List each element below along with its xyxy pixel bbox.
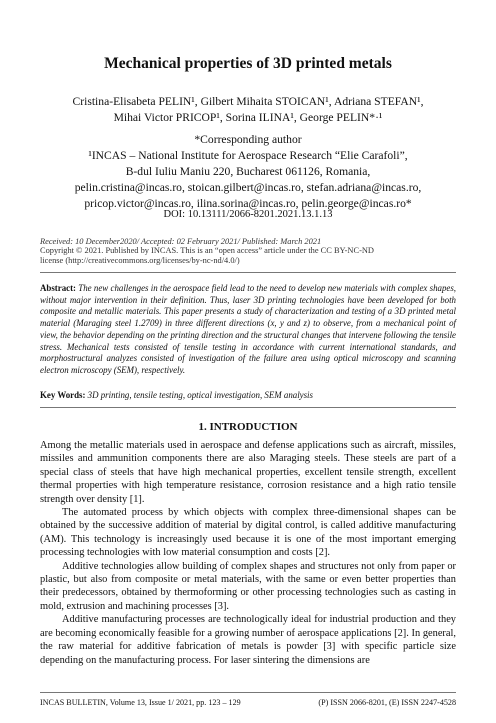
page-footer [40,698,456,707]
author-list [40,94,456,126]
paragraph: Additive technologies allow building of complex shapes and structures not only from paper or plastic, but also from composite or metal materials, with the same or even better properties than their predecessors, obtained by thermoforming or other processing technologies such as casting in mold, extrusion and machining processes [3]. [40,560,456,612]
section-heading: 1. INTRODUCTION [198,421,298,433]
email-line: pricop.victor@incas.ro, ilina.sorina@incas.ro, pelin.george@incas.ro* [84,197,412,210]
keywords [40,390,456,400]
received-dates: Received: 10 December2020/ Accepted: 02 February 2021/ Published: March 2021 [40,237,322,246]
keywords-text: 3D printing, tensile testing, optical investigation, SEM analysis [87,390,313,400]
affiliation-line: ¹INCAS – National Institute for Aerospace Research “Elie Carafoli”, [88,149,408,162]
footer-divider [40,692,456,693]
authors-line: Cristina-Elisabeta PELIN¹, Gilbert Mihaita STOICAN¹, Adriana STEFAN¹, [72,95,424,108]
copyright-notice [40,246,456,266]
paragraph: Additive manufacturing processes are technologically ideal for industrial production and they are becoming economically feasible for a growing number of aerospace applications [2]. In general, the raw material for additive fabrication of metals is powder [3] with specific particle size depending on the manufacturing process. For laser sintering the dimensions are [40,614,456,666]
doi: DOI: 10.13111/2066-8201.2021.13.1.13 [163,209,333,220]
abstract-label: Abstract: [40,283,76,293]
paragraph: The automated process by which objects with complex three-dimensional shapes can be obtained by the successive addition of material by digital control, is called additive manufacturing (AM). This technology is increasingly used because it is one of the most important emerging processing technologies with low material consumption and costs [2]. [40,507,456,559]
corresponding-author-note: *Corresponding author [194,133,302,146]
divider [40,272,456,273]
keywords-label: Key Words: [40,390,86,400]
correspondence-block [30,132,466,212]
copyright-line: Copyright © 2021. Published by INCAS. This is an “open access” article under the CC BY-NC-ND [40,246,374,255]
journal-citation: INCAS BULLETIN, Volume 13, Issue 1/ 2021, pp. 123 – 129 [40,698,241,707]
issn: (P) ISSN 2066-8201, (E) ISSN 2247-4528 [318,698,456,707]
paper-title: Mechanical properties of 3D printed metals [104,55,392,72]
divider [40,407,456,408]
license-link[interactable]: license (http://creativecommons.org/licenses/by-nc-nd/4.0/) [40,256,240,265]
email-line: pelin.cristina@incas.ro, stoican.gilbert@incas.ro, stefan.adriana@incas.ro, [74,181,422,194]
abstract [40,283,456,377]
authors-line: Mihai Victor PRICOP¹, Sorina ILINA¹, George PELIN*·¹ [113,111,383,124]
abstract-text: The new challenges in the aerospace field lead to the need to develop new materials with complex shapes, without major intervention in their definition. Thus, laser 3D printing technologies have been developed for both composite and metallic materials. This paper presents a study of characterization and testing of a 3D printed metal material (Maraging steel 1.2709) in three different directions (x, y and z) to observe, from a mechanical point of view, the behavior depending on the printing direction and the structural changes that intervene following the tensile stress. Mechanical tests consisted of tensile testing in accordance with current international standards, and morphostructural analyzes consisted of investigation of the failure area using optical microscopy and scanning electron microscopy (SEM), respectively. [40,283,457,375]
affiliation-line: B-dul Iuliu Maniu 220, Bucharest 061126, Romania, [125,165,371,178]
paragraph: Among the metallic materials used in aerospace and defense applications such as aircraft, missiles, missiles and ammunition components there are also Maraging steels. These steels are part of a special class of steels that have high mechanical properties, excellent tensile strength, excellent thermal properties with high temperature resistance, corrosion resistance and a high ratio tensile strength over density [1]. [40,440,456,505]
body-text [40,439,456,667]
